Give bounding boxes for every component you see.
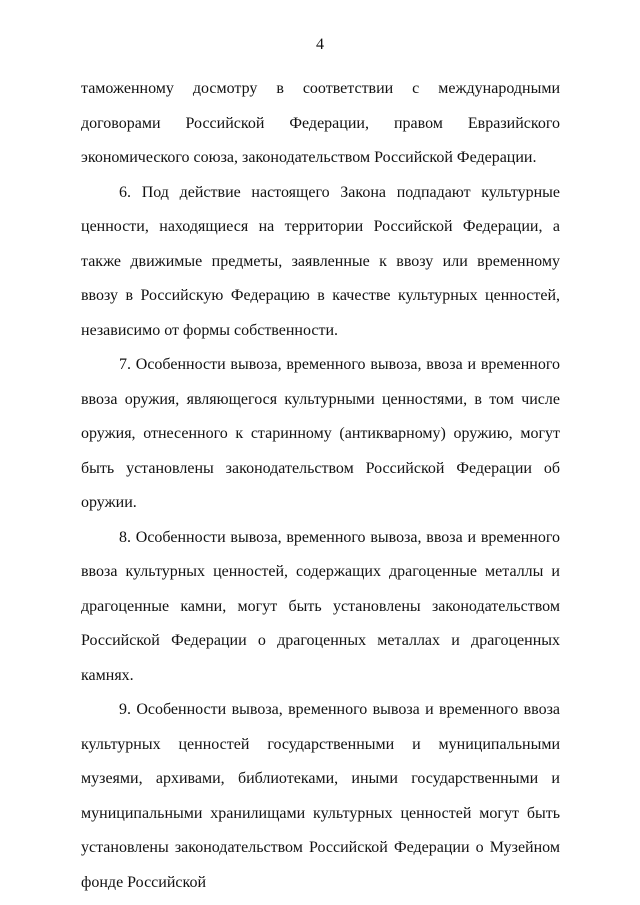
document-body bbox=[81, 72, 560, 900]
paragraph-item-8: 8. Особенности вывоза, временного вывоза, ввоза и временного ввоза культурных ценностей, содержащих драгоценные металлы и драгоценные камни, могут быть установлены законодательством Российской Федерации о драгоценных металлах и драгоценных камнях. bbox=[81, 528, 560, 684]
paragraph-item-7: 7. Особенности вывоза, временного вывоза, ввоза и временного ввоза оружия, являющегося культурными ценностями, в том числе оружия, отнесенного к старинному (антикварному) оружию, могут быть установлены законодательством Российской Федерации об оружии. bbox=[81, 356, 560, 511]
page-number: 4 bbox=[316, 36, 324, 53]
paragraph-item-9: 9. Особенности вывоза, временного вывоза и временного ввоза культурных ценностей государственными и муниципальными музеями, архивами, библиотеками, иными государственными и муниципальными хранилищами культурных ценностей могут быть установлены законодательством Российской Федерации о Музейном фонде Российской bbox=[81, 701, 560, 891]
paragraph-item-6: 6. Под действие настоящего Закона подпадают культурные ценности, находящиеся на территории Российской Федерации, а также движимые предметы, заявленные к ввозу или временному ввозу в Российскую Федерацию в качестве культурных ценностей, независимо от формы собственности. bbox=[81, 183, 560, 339]
paragraph-continuation: таможенному досмотру в соответствии с международными договорами Российской Федерации, правом Евразийского экономического союза, законодательством Российской Федерации. bbox=[81, 80, 560, 166]
